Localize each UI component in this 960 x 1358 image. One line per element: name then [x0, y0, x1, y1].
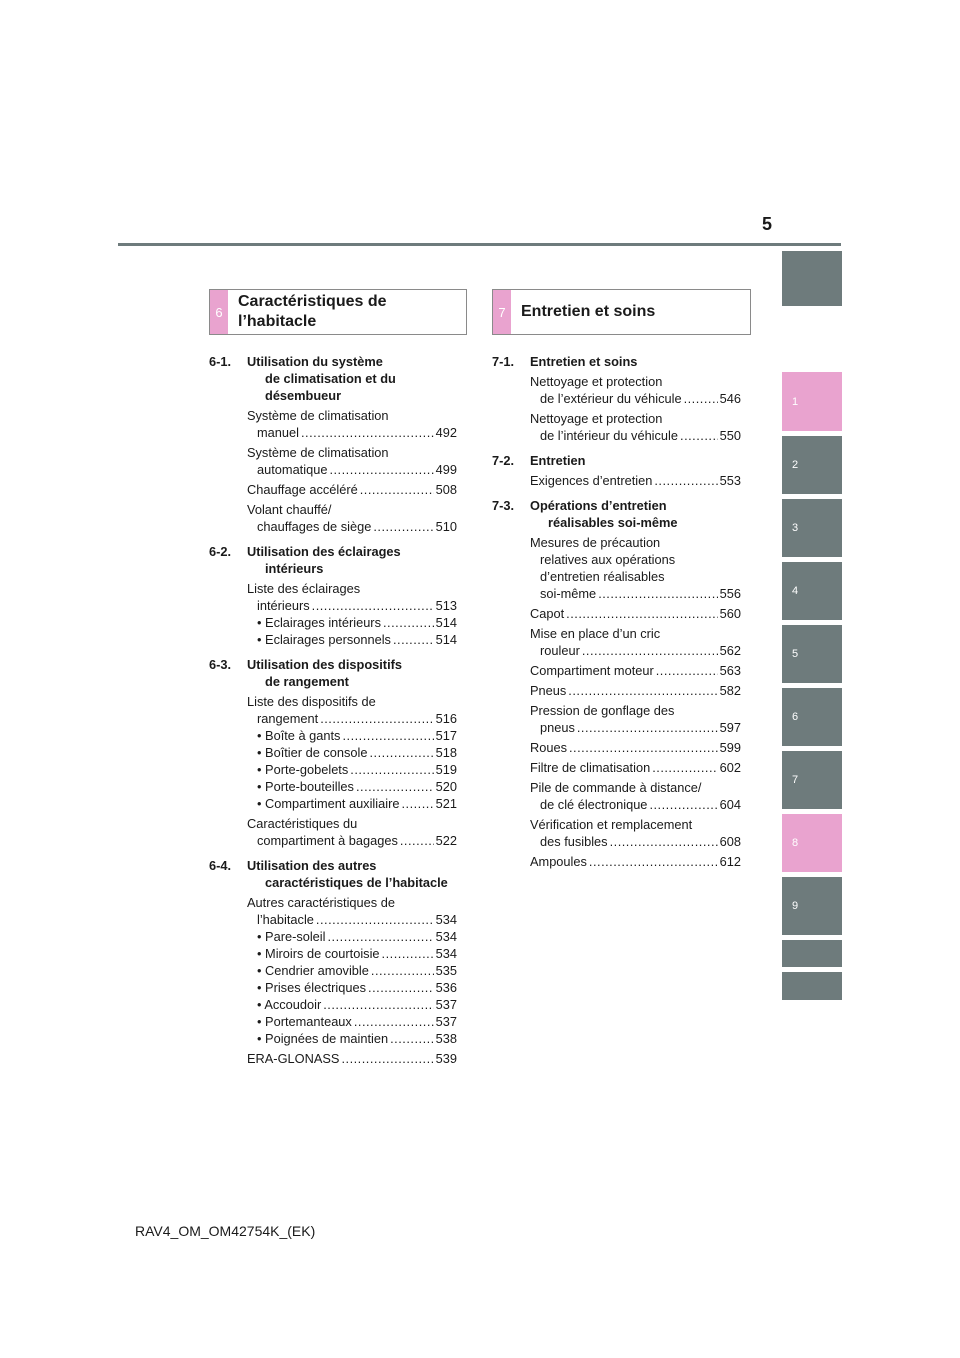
toc-entry[interactable]: [530, 682, 741, 699]
chapter-7-number: 7: [493, 290, 511, 334]
toc-entry-text: Pneus: [530, 683, 567, 698]
dot-leader: [350, 761, 433, 778]
toc-entry[interactable]: [530, 534, 741, 602]
toc-entry[interactable]: [247, 894, 457, 1047]
toc-entry-line: Nettoyage et protection: [530, 374, 663, 389]
toc-entry[interactable]: [530, 625, 741, 659]
dot-leader: [328, 928, 434, 945]
dot-leader: [329, 461, 433, 478]
toc-entry-line: relatives aux opérations: [540, 552, 676, 567]
toc-entry-line: Pile de commande à distance/: [530, 780, 702, 795]
tab-blank-top[interactable]: [782, 251, 842, 306]
section-title: [530, 353, 741, 370]
toc-subentry[interactable]: [247, 962, 457, 979]
header-rule: [118, 243, 841, 246]
toc-entry-text: Exigences d’entretien: [530, 473, 653, 488]
dot-leader: [360, 481, 434, 498]
section-number: 6-1.: [209, 354, 232, 369]
toc-column-right: [492, 353, 741, 878]
page-ref: 582: [719, 683, 741, 698]
toc-entry[interactable]: [247, 501, 457, 535]
tab-7[interactable]: 7: [782, 751, 842, 809]
dot-leader: [656, 662, 718, 679]
toc-leader-line[interactable]: [247, 518, 457, 535]
toc-subentry[interactable]: [247, 614, 457, 631]
toc-section: [209, 543, 457, 648]
dot-leader: [598, 585, 717, 602]
toc-entry[interactable]: [530, 702, 741, 736]
toc-section: [209, 353, 457, 535]
section-heading: [492, 452, 741, 469]
toc-leader-line[interactable]: [530, 719, 741, 736]
tab-5[interactable]: 5: [782, 625, 842, 683]
section-heading: [209, 857, 457, 891]
toc-subentry[interactable]: [247, 1030, 457, 1047]
section-number: 6-3.: [209, 657, 232, 672]
tab-9[interactable]: 9: [782, 877, 842, 935]
section-title: [247, 543, 457, 577]
toc-subentry[interactable]: [247, 1013, 457, 1030]
dot-leader: [301, 424, 434, 441]
subentry-text: • Porte-gobelets: [257, 762, 349, 777]
page-number: 5: [761, 214, 772, 234]
toc-entry[interactable]: [530, 662, 741, 679]
page-ref: 513: [435, 598, 457, 613]
section-title-line: Utilisation du système: [247, 354, 383, 369]
toc-section: [209, 857, 457, 1067]
toc-entry[interactable]: [247, 1050, 457, 1067]
toc-subentry[interactable]: [247, 727, 457, 744]
page-ref: 492: [435, 425, 457, 440]
page-ref: 608: [719, 834, 741, 849]
page-ref: 522: [435, 833, 457, 848]
toc-entry[interactable]: [530, 410, 741, 444]
section-heading: [209, 656, 457, 690]
toc-section: [209, 656, 457, 849]
toc-entry-text: Filtre de climatisation: [530, 760, 651, 775]
toc-subentry[interactable]: [247, 979, 457, 996]
section-heading: [492, 497, 741, 531]
toc-entry-text: manuel: [257, 425, 299, 440]
section-title: [530, 497, 741, 531]
toc-subentry[interactable]: [247, 631, 457, 648]
toc-entry-line: Autres caractéristiques de: [247, 895, 395, 910]
dot-leader: [342, 727, 433, 744]
page-ref: 534: [435, 946, 457, 961]
toc-entry-text: de clé électronique: [540, 797, 648, 812]
subentry-text: • Eclairages personnels: [257, 632, 391, 647]
toc-entry-text: intérieurs: [257, 598, 310, 613]
toc-leader-line[interactable]: [247, 424, 457, 441]
dot-leader: [569, 739, 718, 756]
page-ref: 510: [435, 519, 457, 534]
toc-leader-line[interactable]: [247, 1050, 457, 1067]
subentry-text: • Poignées de maintien: [257, 1031, 389, 1046]
toc-entry-line: Vérification et remplacement: [530, 817, 693, 832]
chapter-6-number: 6: [210, 290, 228, 334]
page-ref: 518: [435, 745, 457, 760]
dot-leader: [649, 796, 717, 813]
section-title: [247, 353, 457, 404]
toc-entry-text: l’habitacle: [257, 912, 314, 927]
subentry-text: • Pare-soleil: [257, 929, 326, 944]
toc-entry-line: Nettoyage et protection: [530, 411, 663, 426]
toc-entry[interactable]: [247, 693, 457, 812]
toc-leader-line[interactable]: [247, 832, 457, 849]
page-ref: 563: [719, 663, 741, 678]
toc-entry[interactable]: [530, 605, 741, 622]
section-title-line: désembueur: [265, 388, 342, 403]
dot-leader: [323, 996, 433, 1013]
section-heading: [209, 353, 457, 404]
section-title-line: Utilisation des dispositifs: [247, 657, 403, 672]
toc-column-left: [209, 353, 457, 1075]
page-ref: 537: [435, 1014, 457, 1029]
toc-section: [492, 452, 741, 489]
toc-entry[interactable]: [247, 580, 457, 648]
page-ref: 612: [719, 854, 741, 869]
subentry-text: • Porte-bouteilles: [257, 779, 354, 794]
toc-entry-line: Mise en place d’un cric: [530, 626, 661, 641]
tab-4[interactable]: 4: [782, 562, 842, 620]
document-code: RAV4_OM_OM42754K_(EK): [135, 1223, 316, 1239]
dot-leader: [400, 832, 434, 849]
toc-leader-line[interactable]: [530, 682, 741, 699]
dot-leader: [568, 682, 717, 699]
toc-leader-line[interactable]: [530, 585, 741, 602]
tab-1[interactable]: 1: [782, 372, 842, 431]
dot-leader: [582, 642, 718, 659]
section-title-line: intérieurs: [265, 561, 324, 576]
page-ref: 519: [435, 762, 457, 777]
page-ref: 514: [435, 615, 457, 630]
toc-entry-text: automatique: [257, 462, 328, 477]
toc-entry-text: soi-même: [540, 586, 597, 601]
page-ref: 562: [719, 643, 741, 658]
toc-entry-line: Liste des dispositifs de: [247, 694, 376, 709]
toc-entry[interactable]: [247, 444, 457, 478]
section-title: [247, 857, 457, 891]
subentry-text: • Boîte à gants: [257, 728, 341, 743]
dot-leader: [369, 744, 433, 761]
dot-leader: [401, 795, 433, 812]
page-ref: 536: [435, 980, 457, 995]
toc-entry-line: Système de climatisation: [247, 408, 389, 423]
toc-entry-text: compartiment à bagages: [257, 833, 398, 848]
toc-leader-line[interactable]: [530, 427, 741, 444]
toc-entry-line: Liste des éclairages: [247, 581, 361, 596]
toc-leader-line[interactable]: [530, 853, 741, 870]
section-title: [530, 452, 741, 469]
dot-leader: [654, 472, 717, 489]
section-title-line: de rangement: [265, 674, 349, 689]
toc-section: [492, 353, 741, 444]
dot-leader: [312, 597, 434, 614]
toc-entry-text: de l’extérieur du véhicule: [540, 391, 682, 406]
toc-subentry[interactable]: [247, 795, 457, 812]
toc-entry[interactable]: [530, 816, 741, 850]
dot-leader: [316, 911, 434, 928]
toc-leader-line[interactable]: [530, 739, 741, 756]
page-ref: 546: [719, 391, 741, 406]
tab-3[interactable]: 3: [782, 499, 842, 557]
dot-leader: [652, 759, 717, 776]
dot-leader: [684, 390, 718, 407]
section-title-line: de climatisation et du: [265, 371, 396, 386]
subentry-text: • Compartiment auxiliaire: [257, 796, 400, 811]
dot-leader: [577, 719, 718, 736]
toc-entry-text: chauffages de siège: [257, 519, 372, 534]
tab-blank-lower[interactable]: [782, 940, 842, 967]
section-number: 7-1.: [492, 354, 515, 369]
section-heading: [492, 353, 741, 370]
toc-subentry[interactable]: [247, 744, 457, 761]
tab-8[interactable]: 8: [782, 814, 842, 872]
page-ref: 599: [719, 740, 741, 755]
section-number: 6-4.: [209, 858, 232, 873]
toc-leader-line[interactable]: [247, 710, 457, 727]
section-number: 6-2.: [209, 544, 232, 559]
subentry-text: • Prises électriques: [257, 980, 367, 995]
toc-leader-line[interactable]: [530, 662, 741, 679]
toc-entry-text: ERA-GLONASS: [247, 1051, 340, 1066]
toc-entry-text: Roues: [530, 740, 567, 755]
section-heading: [209, 543, 457, 577]
dot-leader: [382, 945, 434, 962]
subentry-text: • Eclairages intérieurs: [257, 615, 381, 630]
subentry-text: • Boîtier de console: [257, 745, 368, 760]
toc-section: [492, 497, 741, 870]
toc-leader-line[interactable]: [247, 911, 457, 928]
page-ref: 597: [719, 720, 741, 735]
toc-leader-line[interactable]: [247, 481, 457, 498]
toc-entry-text: Capot: [530, 606, 565, 621]
dot-leader: [393, 631, 434, 648]
section-title-line: caractéristiques de l’habitacle: [265, 875, 448, 890]
toc-subentry[interactable]: [247, 996, 457, 1013]
dot-leader: [589, 853, 718, 870]
toc-entry-text: de l’intérieur du véhicule: [540, 428, 679, 443]
dot-leader: [610, 833, 718, 850]
toc-entry[interactable]: [247, 815, 457, 849]
toc-subentry[interactable]: [247, 778, 457, 795]
toc-entry[interactable]: [247, 407, 457, 441]
page-ref: 538: [435, 1031, 457, 1046]
page-ref: 521: [435, 796, 457, 811]
toc-subentry[interactable]: [247, 945, 457, 962]
page-ref: 514: [435, 632, 457, 647]
toc-leader-line[interactable]: [530, 390, 741, 407]
chapter-7-title: Entretien et soins: [521, 303, 656, 320]
page-ref: 508: [435, 482, 457, 497]
page-ref: 516: [435, 711, 457, 726]
dot-leader: [566, 605, 717, 622]
tab-6[interactable]: 6: [782, 688, 842, 746]
dot-leader: [390, 1030, 434, 1047]
toc-entry-text: pneus: [540, 720, 575, 735]
chapter-6-header: [209, 289, 467, 335]
page-ref: 517: [435, 728, 457, 743]
toc-entry-text: des fusibles: [540, 834, 608, 849]
subentry-text: • Portemanteaux: [257, 1014, 352, 1029]
toc-leader-line[interactable]: [530, 472, 741, 489]
dot-leader: [356, 778, 434, 795]
toc-entry-line: Mesures de précaution: [530, 535, 661, 550]
toc-leader-line[interactable]: [247, 461, 457, 478]
toc-entry[interactable]: [530, 853, 741, 870]
page-ref: 556: [719, 586, 741, 601]
page-ref: 534: [435, 912, 457, 927]
subentry-text: • Accoudoir: [257, 997, 322, 1012]
chapter-7-header: [492, 289, 751, 335]
dot-leader: [354, 1013, 434, 1030]
toc-entry[interactable]: [530, 779, 741, 813]
toc-subentry[interactable]: [247, 928, 457, 945]
subentry-text: • Cendrier amovible: [257, 963, 369, 978]
dot-leader: [371, 962, 434, 979]
toc-entry[interactable]: [530, 739, 741, 756]
dot-leader: [373, 518, 433, 535]
toc-entry-text: Chauffage accéléré: [247, 482, 358, 497]
page-ref: 553: [719, 473, 741, 488]
section-title: [247, 656, 457, 690]
dot-leader: [680, 427, 718, 444]
dot-leader: [383, 614, 434, 631]
toc-entry-text: Compartiment moteur: [530, 663, 654, 678]
toc-leader-line[interactable]: [247, 597, 457, 614]
toc-subentry[interactable]: [247, 761, 457, 778]
toc-entry-line: Caractéristiques du: [247, 816, 358, 831]
subentry-text: • Miroirs de courtoisie: [257, 946, 380, 961]
toc-entry[interactable]: [530, 373, 741, 407]
toc-entry-line: Système de climatisation: [247, 445, 389, 460]
chapter-6-title: Caractéristiques de l’habitacle: [238, 293, 387, 330]
section-title-line: Utilisation des autres: [247, 858, 377, 873]
toc-entry[interactable]: [530, 472, 741, 489]
dot-leader: [368, 979, 434, 996]
tab-2[interactable]: 2: [782, 436, 842, 494]
toc-entry-text: Ampoules: [530, 854, 587, 869]
toc-leader-line[interactable]: [530, 796, 741, 813]
toc-entry-line: Pression de gonflage des: [530, 703, 675, 718]
page-ref: 539: [435, 1051, 457, 1066]
page-ref: 534: [435, 929, 457, 944]
page-ref: 537: [435, 997, 457, 1012]
page-ref: 602: [719, 760, 741, 775]
toc-entry-text: rangement: [257, 711, 319, 726]
tab-blank-bottom[interactable]: [782, 972, 842, 1000]
toc-entry[interactable]: [247, 481, 457, 498]
toc-entry-text: rouleur: [540, 643, 580, 658]
dot-leader: [320, 710, 433, 727]
page-ref: 499: [435, 462, 457, 477]
toc-entry[interactable]: [530, 759, 741, 776]
toc-entry-line: d’entretien réalisables: [540, 569, 665, 584]
toc-entry-line: Volant chauffé/: [247, 502, 332, 517]
section-title-line: Entretien et soins: [530, 354, 638, 369]
page-ref: 550: [719, 428, 741, 443]
page-ref: 520: [435, 779, 457, 794]
toc-leader-line[interactable]: [530, 833, 741, 850]
section-number: 7-2.: [492, 453, 515, 468]
section-title-line: Entretien: [530, 453, 586, 468]
toc-leader-line[interactable]: [530, 605, 741, 622]
section-title-line: réalisables soi-même: [548, 515, 678, 530]
section-title-line: Utilisation des éclairages: [247, 544, 401, 559]
section-number: 7-3.: [492, 498, 515, 513]
dot-leader: [341, 1050, 433, 1067]
page-ref: 604: [719, 797, 741, 812]
page-ref: 535: [435, 963, 457, 978]
section-title-line: Opérations d’entretien: [530, 498, 667, 513]
toc-leader-line[interactable]: [530, 759, 741, 776]
page-ref: 560: [719, 606, 741, 621]
toc-leader-line[interactable]: [530, 642, 741, 659]
